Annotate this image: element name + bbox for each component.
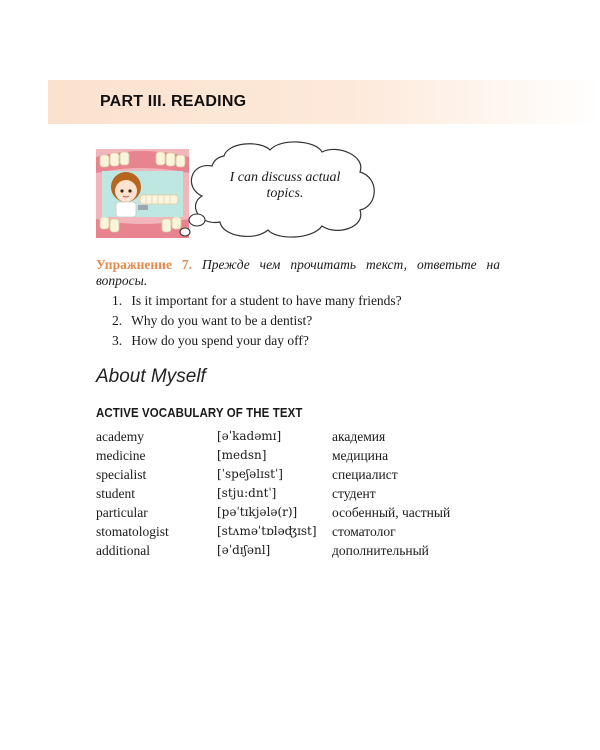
vocabulary-heading: ACTIVE VOCABULARY OF THE TEXT bbox=[96, 406, 303, 420]
vocab-transcription: [stju:dntˈ] bbox=[217, 486, 277, 500]
table-row bbox=[96, 541, 516, 560]
page-title: PART III. READING bbox=[100, 93, 247, 110]
table-row bbox=[96, 522, 516, 541]
table-row bbox=[96, 446, 516, 465]
question-number: 3. bbox=[112, 333, 123, 348]
vocab-transcription: [əˈdɪʃənl] bbox=[217, 543, 271, 557]
list-item bbox=[112, 331, 402, 351]
section-banner bbox=[48, 80, 600, 124]
list-item bbox=[112, 311, 402, 331]
table-row bbox=[96, 465, 516, 484]
table-row bbox=[96, 427, 516, 446]
vocab-transcription: [ˈspeʃəlɪstˈ] bbox=[217, 467, 283, 481]
vocab-word: stomatologist bbox=[96, 524, 169, 539]
thought-bubble-text: I can discuss actual topics. bbox=[229, 170, 341, 201]
vocab-word: specialist bbox=[96, 467, 147, 482]
vocab-transcription: [stʌməˈtɒləʤɪst] bbox=[217, 524, 317, 538]
list-item bbox=[112, 291, 402, 311]
table-row bbox=[96, 503, 516, 522]
vocab-word: particular bbox=[96, 505, 148, 520]
vocab-translation: стоматолог bbox=[332, 524, 396, 539]
exercise-instruction bbox=[96, 257, 500, 289]
exercise-text: Прежде чем прочитать текст, ответьте на вопросы. bbox=[96, 257, 500, 288]
vocabulary-table bbox=[96, 427, 516, 560]
question-text: Why do you want to be a dentist? bbox=[131, 313, 313, 328]
vocab-word: student bbox=[96, 486, 135, 501]
section-title: About Myself bbox=[96, 366, 206, 387]
question-text: How do you spend your day off? bbox=[131, 333, 309, 348]
vocab-translation: дополнительный bbox=[332, 543, 429, 558]
exercise-label: Упражнение 7. bbox=[96, 257, 193, 272]
question-text: Is it important for a student to have many friends? bbox=[131, 293, 402, 308]
vocab-translation: особенный, частный bbox=[332, 505, 451, 520]
question-number: 1. bbox=[112, 293, 123, 308]
vocab-translation: медицина bbox=[332, 448, 389, 463]
vocab-transcription: [medsn] bbox=[217, 448, 267, 462]
vocab-translation: академия bbox=[332, 429, 386, 444]
question-number: 2. bbox=[112, 313, 123, 328]
question-list bbox=[112, 291, 402, 351]
vocab-transcription: [pəˈtɪkjələ(r)] bbox=[217, 505, 298, 519]
vocab-word: academy bbox=[96, 429, 144, 444]
table-row bbox=[96, 484, 516, 503]
vocab-translation: студент bbox=[332, 486, 376, 501]
vocab-translation: специалист bbox=[332, 467, 398, 482]
vocab-transcription: [əˈkadəmɪ] bbox=[217, 429, 282, 443]
vocab-word: additional bbox=[96, 543, 150, 558]
vocab-word: medicine bbox=[96, 448, 146, 463]
